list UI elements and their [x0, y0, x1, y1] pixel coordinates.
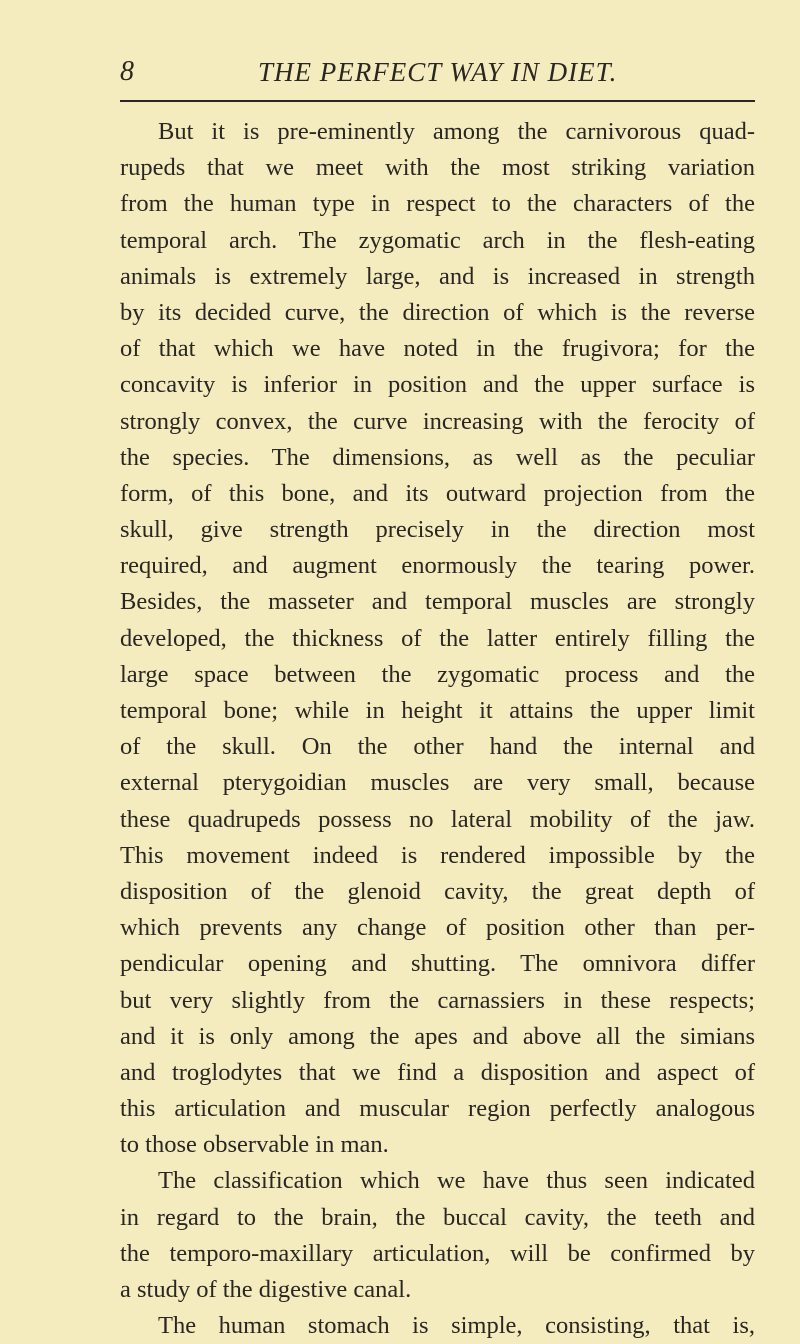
text-line: Besides, the masseter and temporal muscles are strongly [120, 588, 755, 616]
text-line: the species. The dimensions, as well as the peculiar [120, 443, 755, 471]
body-text [120, 114, 755, 1344]
text-line: concavity is inferior in position and the upper surface is [120, 371, 755, 399]
text-line: these quadrupeds possess no lateral mobility of the jaw. [120, 805, 755, 833]
text-line: The human stomach is simple, consisting, that is, [158, 1312, 755, 1340]
text-line: the temporo-maxillary articulation, will be confirmed by [120, 1239, 755, 1267]
text-line: animals is extremely large, and is increased in strength [120, 262, 755, 290]
text-line: this articulation and muscular region perfectly analogous [120, 1095, 755, 1123]
running-head [120, 52, 760, 92]
text-line: temporal bone; while in height it attains the upper limit [120, 697, 755, 724]
text-line: in regard to the brain, the buccal cavity, the teeth and [120, 1203, 755, 1231]
text-line: a study of the digestive canal. [120, 1276, 412, 1303]
text-line: large space between the zygomatic process and the [120, 660, 755, 688]
text-line: of that which we have noted in the frugivora; for the [120, 335, 755, 363]
text-line: by its decided curve, the direction of which is the reverse [120, 298, 755, 326]
text-line: skull, give strength precisely in the direction most [120, 516, 755, 544]
text-line: of the skull. On the other hand the internal and [120, 733, 755, 761]
text-line: from the human type in respect to the characters of the [120, 190, 755, 218]
text-line: pendicular opening and shutting. The omnivora differ [120, 950, 755, 978]
text-line: The classification which we have thus seen indicated [158, 1167, 755, 1195]
text-line: disposition of the glenoid cavity, the great depth of [120, 877, 755, 905]
text-line: but very slightly from the carnassiers in these respects; [120, 986, 755, 1014]
text-line: and it is only among the apes and above all the simians [120, 1022, 755, 1050]
text-line: which prevents any change of position other than per- [120, 914, 755, 942]
text-line: developed, the thickness of the latter entirely filling the [120, 624, 755, 652]
text-line: required, and augment enormously the tearing power. [120, 552, 755, 580]
header-rule [120, 100, 755, 102]
text-line: form, of this bone, and its outward projection from the [120, 479, 755, 507]
text-line: temporal arch. The zygomatic arch in the flesh-eating [120, 226, 755, 254]
text-line: and troglodytes that we find a disposition and aspect of [120, 1058, 755, 1086]
page-number: 8 [120, 56, 134, 87]
text-line: rupeds that we meet with the most striking variation [120, 154, 755, 182]
running-title: THE PERFECT WAY IN DIET. [258, 57, 618, 87]
text-line: to those observable in man. [120, 1131, 389, 1159]
text-line: This movement indeed is rendered impossible by the [120, 841, 755, 869]
text-line: But it is pre-eminently among the carnivorous quad- [158, 118, 755, 145]
text-line: external pterygoidian muscles are very small, because [120, 769, 755, 797]
text-line: strongly convex, the curve increasing with the ferocity of [120, 407, 755, 435]
